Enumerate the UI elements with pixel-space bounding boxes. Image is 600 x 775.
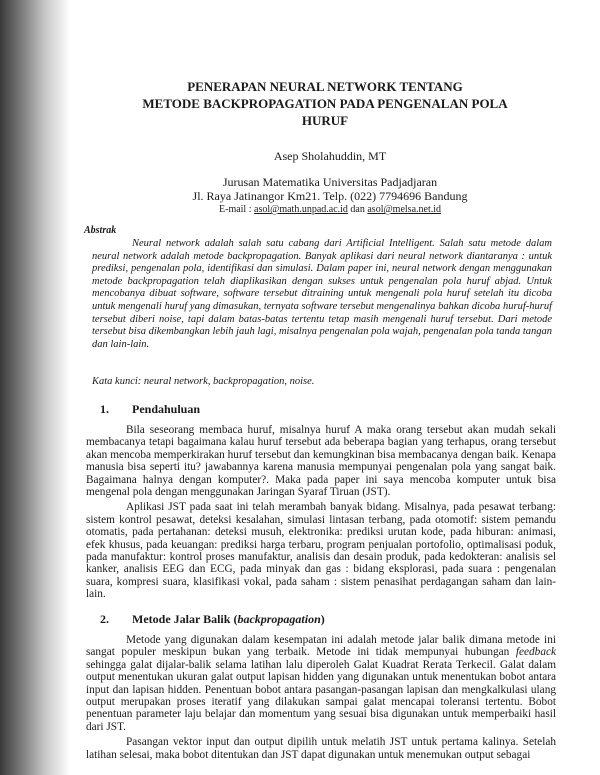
section-2-heading (100, 612, 325, 627)
section-2-p1-part-a: Metode yang digunakan dalam kesempatan ini adalah metode jalar balik dimana metode ini sangat populer meskipun bukan yang terbaik. Metode ini tidak mempunyai hubungan (86, 634, 556, 659)
email-line (100, 203, 560, 217)
section-2-paragraph-1 (86, 634, 556, 733)
email-link-2[interactable]: asol@melsa.net.id (367, 204, 441, 215)
section-2-title-suffix: ) (320, 612, 325, 626)
section-1-paragraph-2: Aplikasi JST pada saat ini telah merambah banyak bidang. Misalnya, pada pesawat terbang: sistem kontrol pesawat, deteksi kesalahan, simulasi lintasan terbang, pada otomotif: sistem pemandu otomatis, pada pertahanan: deteksi musuh, elektronika: prediksi urutan kode, pada hiburan: animasi, efek khusus, pada keuangan: prediksi harga terbaru, program penjualan portofolio, optimalisasi poduk, pada manufaktur: kontrol proses manufaktur, analisis dan desain produk, pada kedokteran: analisis sel kanker, analisis EEG dan ECG, pada minyak dan gas : bidang eksplorasi, pada suara : pengenalan suara, kompresi suara, klasifikasi vokal, pada saham : sistem penasihat perdagangan saham dan lain-lain. (86, 501, 556, 601)
address: Jl. Raya Jatinangor Km21. Telp. (022) 7794696 Bandung (192, 189, 468, 203)
affiliation: Jurusan Matematika Universitas Padjadjaran (222, 175, 438, 189)
section-1-heading (100, 402, 200, 417)
abstract-label: Abstrak (84, 225, 117, 236)
section-2-title-italic: backpropagation (237, 612, 321, 626)
section-1-paragraph-1: Bila seseorang membaca huruf, misalnya huruf A maka orang tersebut akan mudah sekali membacanya tetapi bagaimana kalau huruf tersebut ada beberapa bagian yang terhapus, orang tersebut akan mencoba memperkirakan huruf tersebut dan kemungkinan bisa membacanya dengan baik. Kenapa manusia bisa seperti itu? jawabannya karena manusia mempunyai pengenalan pola yang sangat baik. Bagaimana halnya dengan komputer?. Maka pada paper ini saya mencoba komputer untuk bisa mengenal pola dengan menggunakan Jaringan Syaraf Tiruan (JST). (86, 424, 556, 499)
keywords: Kata kunci: neural network, backpropagation, noise. (92, 376, 315, 387)
section-2-title-prefix: Metode Jalar Balik ( (132, 612, 238, 626)
email-prefix: E-mail : (219, 204, 254, 215)
title-line-2: METODE BACKPROPAGATION PADA PENGENALAN POLA (142, 96, 508, 111)
section-1-title: Pendahuluan (132, 402, 201, 416)
title-line-1: PENERAPAN NEURAL NETWORK TENTANG (187, 79, 463, 94)
section-2-paragraph-2: Pasangan vektor input dan output dipilih untuk melatih JST untuk pertama kalinya. Setelah latihan selesai, maka bobot ditentukan dan JST dapat digunakan untuk menemukan output sebagai (86, 736, 556, 761)
email-link-1[interactable]: asol@math.unpad.ac.id (254, 204, 348, 215)
section-1-number: 1. (100, 402, 109, 416)
author-name: Asep Sholahuddin, MT (273, 149, 387, 163)
section-2-p1-feedback: feedback (515, 646, 556, 659)
abstract-text: Neural network adalah salah satu cabang dari Artificial Intelligent. Salah satu metode dalam neural network adalah metode backpropagation. Banyak aplikasi dari neural network diantaranya : untuk prediksi, pengenalan pola, identifikasi dan simulasi. Dalam paper ini, neural network dengan menggunakan metode backpropagation telah diaplikasikan dengan sukses untuk pengenalan pola huruf abjad. Untuk mencobanya dibuat software, software tersebut ditraining untuk mengenali pola huruf setelah itu dicoba untuk mengenali huruf yang dimasukan, ternyata software tersebut mengenalinya bahkan dicoba huruf-huruf tersebut diberi noise, tapi dalam batas-batas tertentu tetap masih mengenali huruf tersebut. Dari metode tersebut bisa dikembangkan lebih jauh lagi, misalnya pengenalan pola wajah, pengenalan pola tanda tangan dan lain-lain. (92, 238, 552, 350)
email-separator: dan (347, 204, 368, 215)
title-line-3: HURUF (301, 113, 349, 128)
section-2-p1-part-b: sehingga galat dijalar-balik selama latihan lalu diperoleh Galat Kuadrat Rerata Terkecil. Galat dalam output menentukan ukuran galat output lapisan hidden yang digunakan untuk menentukan bobot antara input dan lapisan hidden. Penentuan bobot antara pasangan-pasangan lapisan dan mengkalkulasi ulang output merupakan proses iteratif yang dilakukan sampai galat mencapai toleransi tertentu. Bobot penentuan parameter laju belajar dan momentum yang sesuai bisa digunakan untuk memperbaiki hasil dari JST. (86, 658, 556, 733)
paper-title (110, 78, 540, 129)
abstract-body (92, 238, 552, 351)
section-1-body (86, 424, 556, 604)
section-2-number: 2. (100, 612, 109, 626)
section-2-body (86, 634, 556, 764)
